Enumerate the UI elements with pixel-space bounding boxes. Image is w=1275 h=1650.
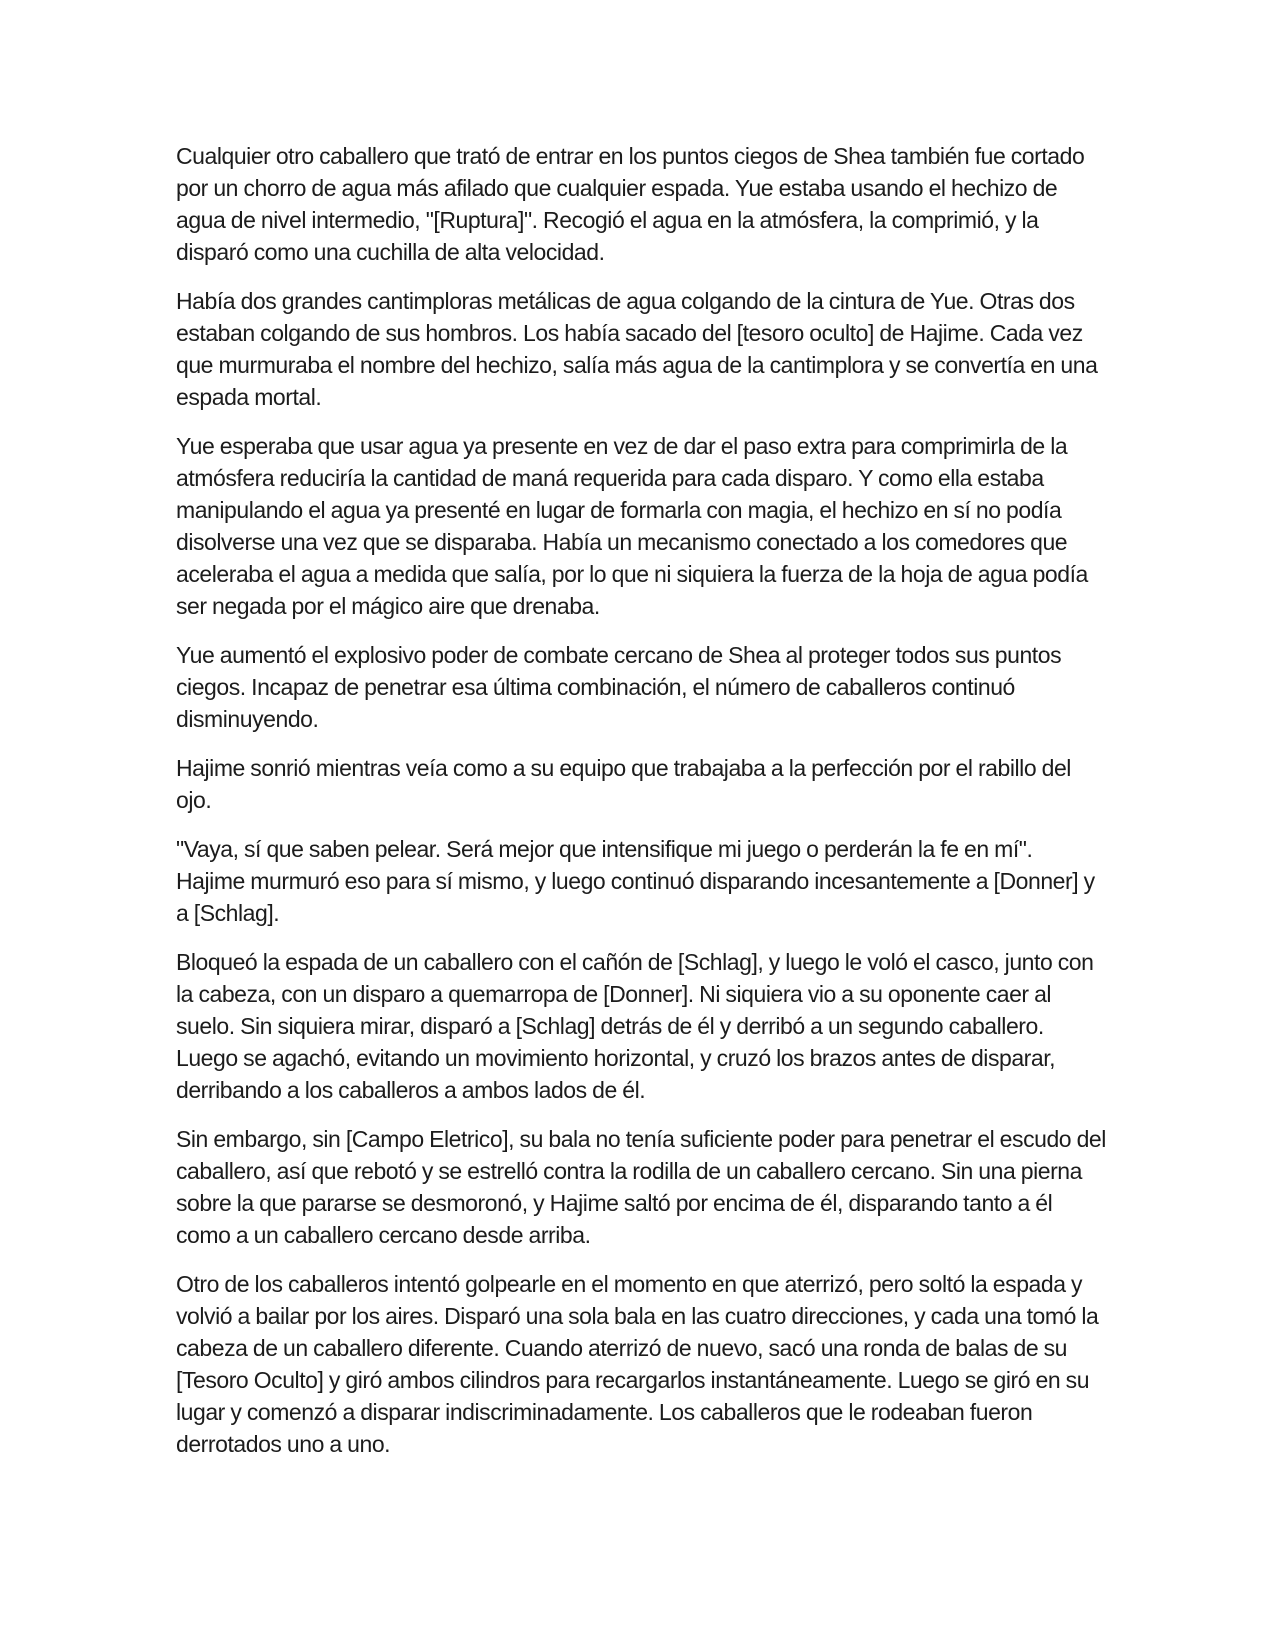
paragraph-5: Hajime sonrió mientras veía como a su equipo que trabajaba a la perfección por el rabillo del ojo. (176, 755, 1071, 813)
paragraph-7: Bloqueó la espada de un caballero con el cañón de [Schlag], y luego le voló el casco, junto con la cabeza, con un disparo a quemarropa de [Donner]. Ni siquiera vio a su oponente caer al suelo. Sin siquiera mirar, disparó a [Schlag] detrás de él y derribó a un segundo caballero. Luego se agachó, evitando un movimiento horizontal, y cruzó los brazos antes de disparar, derribando a los caballeros a ambos lados de él. (176, 949, 1094, 1103)
paragraph-9: Otro de los caballeros intentó golpearle en el momento en que aterrizó, pero soltó la espada y volvió a bailar por los aires. Disparó una sola bala en las cuatro direcciones, y cada una tomó la cabeza de un caballero diferente. Cuando aterrizó de nuevo, sacó una ronda de balas de su [Tesoro Oculto] y giró ambos cilindros para recargarlos instantáneamente. Luego se giró en su lugar y comenzó a disparar indiscriminadamente. Los caballeros que le rodeaban fueron derrotados uno a uno. (176, 1271, 1099, 1457)
paragraph-1: Cualquier otro caballero que trató de entrar en los puntos ciegos de Shea también fue cortado por un chorro de agua más afilado que cualquier espada. Yue estaba usando el hechizo de agua de nivel intermedio, "[Ruptura]". Recogió el agua en la atmósfera, la comprimió, y la disparó como una cuchilla de alta velocidad. (176, 143, 1085, 265)
paragraph-2: Había dos grandes cantimploras metálicas de agua colgando de la cintura de Yue. Otras dos estaban colgando de sus hombros. Los había sacado del [tesoro oculto] de Hajime. Cada vez que murmuraba el nombre del hechizo, salía más agua de la cantimplora y se convertía en una espada mortal. (176, 288, 1098, 410)
paragraph-4: Yue aumentó el explosivo poder de combate cercano de Shea al proteger todos sus puntos ciegos. Incapaz de penetrar esa última combinación, el número de caballeros continuó disminuyendo. (176, 642, 1062, 732)
document-page (176, 140, 1106, 1477)
paragraph-3: Yue esperaba que usar agua ya presente en vez de dar el paso extra para comprimirla de la atmósfera reduciría la cantidad de maná requerida para cada disparo. Y como ella estaba manipulando el agua ya presenté en lugar de formarla con magia, el hechizo en sí no podía disolverse una vez que se disparaba. Había un mecanismo conectado a los comedores que aceleraba el agua a medida que salía, por lo que ni siquiera la fuerza de la hoja de agua podía ser negada por el mágico aire que drenaba. (176, 433, 1088, 619)
paragraph-8: Sin embargo, sin [Campo Eletrico], su bala no tenía suficiente poder para penetrar el escudo del caballero, así que rebotó y se estrelló contra la rodilla de un caballero cercano. Sin una pierna sobre la que pararse se desmoronó, y Hajime saltó por encima de él, disparando tanto a él como a un caballero cercano desde arriba. (176, 1126, 1106, 1248)
paragraph-6: "Vaya, sí que saben pelear. Será mejor que intensifique mi juego o perderán la fe en mí". Hajime murmuró eso para sí mismo, y luego continuó disparando incesantemente a [Donner] y a [Schlag]. (176, 836, 1095, 926)
